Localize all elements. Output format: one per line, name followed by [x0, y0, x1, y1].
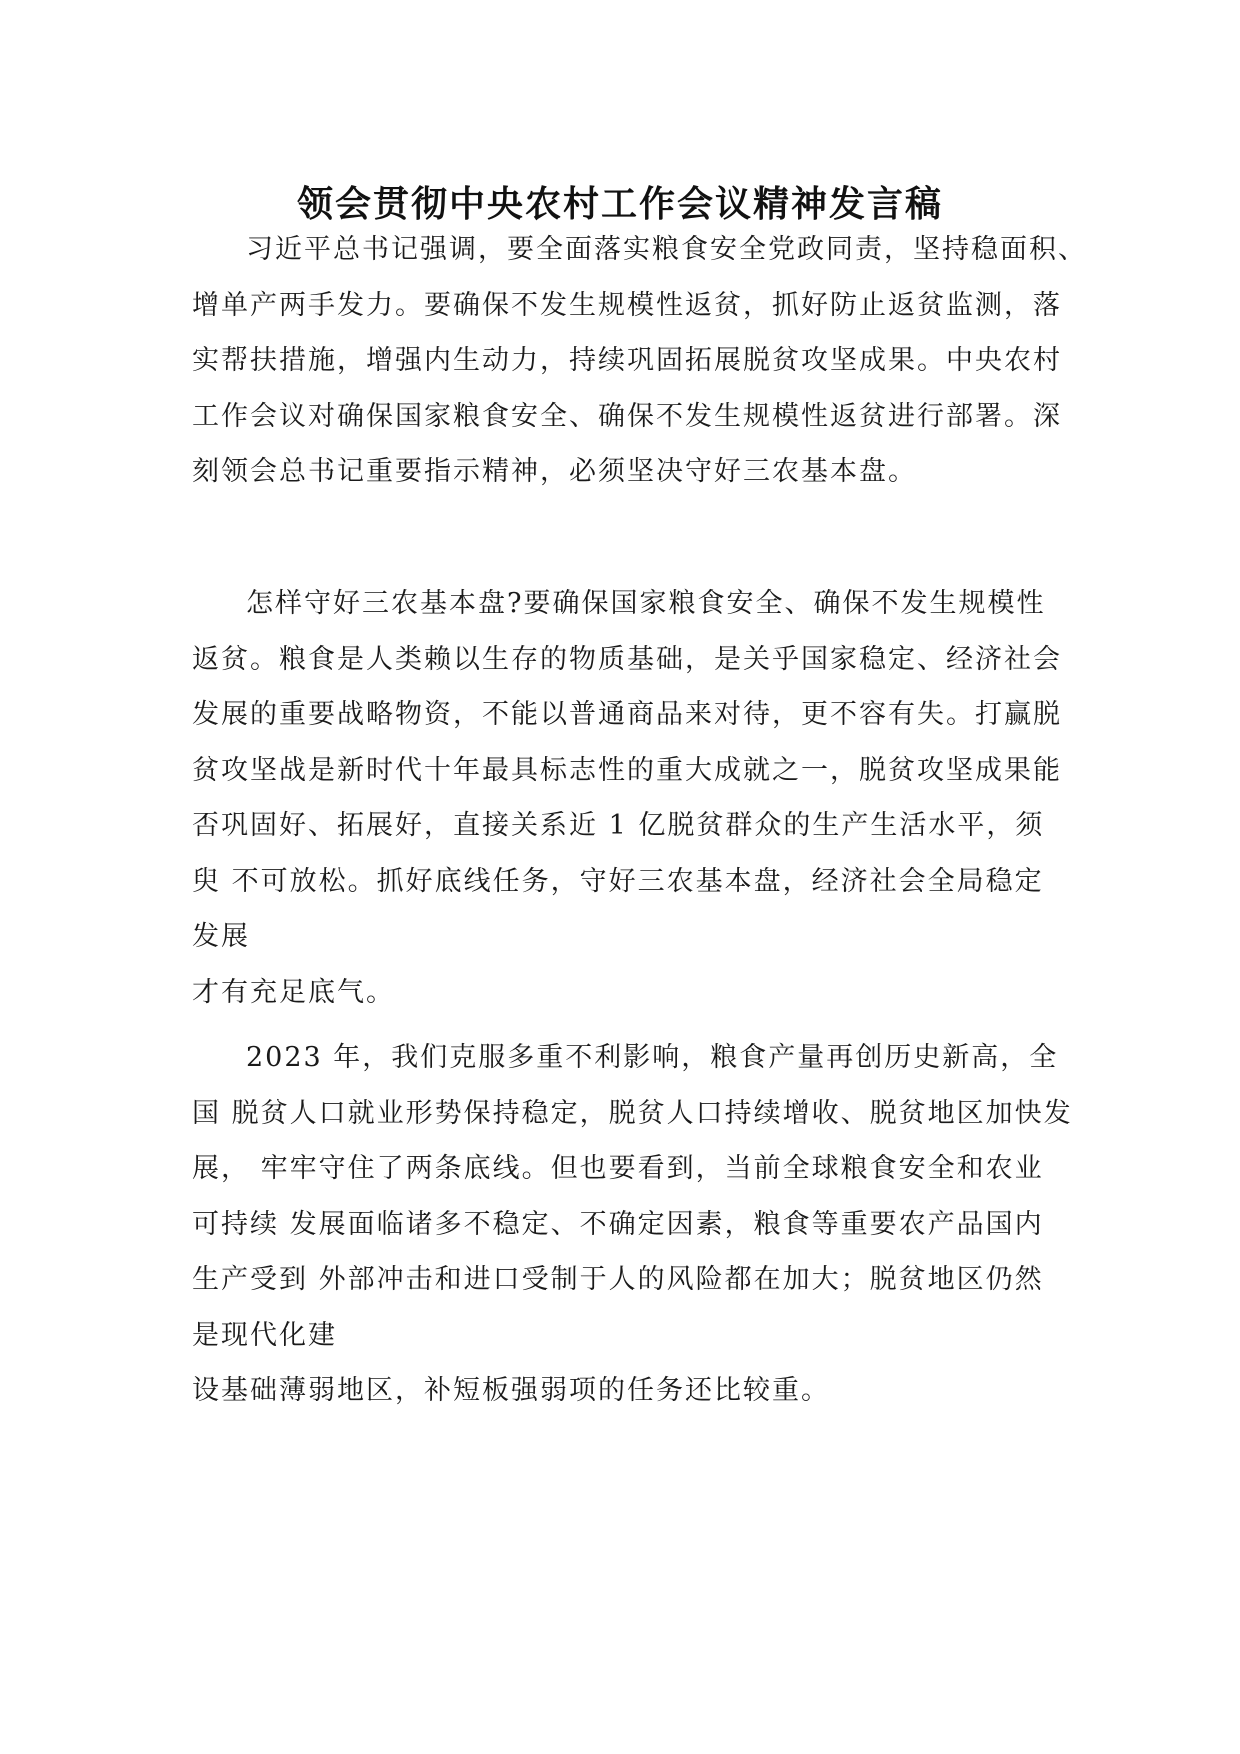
- paragraph-line: 增单产两手发力。要确保不发生规模性返贫，抓好防止返贫监测，落: [192, 289, 1062, 321]
- paragraph-line: 国 脱贫人口就业形势保持稳定，脱贫人口持续增收、脱贫地区加快发: [192, 1097, 1073, 1129]
- paragraph-3: [192, 1030, 1073, 1419]
- document-title: 领会贯彻中央农村工作会议精神发言稿: [296, 183, 943, 225]
- paragraph-line: 实帮扶措施，增强内生动力，持续巩固拓展脱贫攻坚成果。中央农村: [192, 345, 1062, 376]
- paragraph-line: 才有充足底气。: [192, 976, 395, 1008]
- paragraph-line: 否巩固好、拓展好，直接关系近 1 亿脱贫群众的生产生活水平，须: [192, 810, 1045, 841]
- paragraph-line: 臾 不可放松。抓好底线任务，守好三农基本盘，经济社会全局稳定: [192, 865, 1044, 897]
- paragraph-line: 生产受到 外部冲击和进口受制于人的风险都在加大；脱贫地区仍然: [192, 1264, 1044, 1295]
- paragraph-line: 可持续 发展面临诸多不稳定、不确定因素，粮食等重要农产品国内: [192, 1208, 1044, 1240]
- paragraph-line: 展， 牢牢守住了两条底线。但也要看到，当前全球粮食安全和农业: [192, 1153, 1044, 1184]
- paragraph-line: 刻领会总书记重要指示精神，必须坚决守好三农基本盘。: [192, 456, 917, 487]
- paragraph-line: 2023 年，我们克服多重不利影响，粮食产量再创历史新高，全: [246, 1042, 1059, 1073]
- paragraph-line: 发展: [192, 921, 250, 952]
- paragraph-line: 发展的重要战略物资，不能以普通商品来对待，更不容有失。打赢脱: [192, 699, 1062, 730]
- paragraph-line: 怎样守好三农基本盘?要确保国家粮食安全、确保不发生规模性: [246, 588, 1046, 619]
- paragraph-line: 贫攻坚战是新时代十年最具标志性的重大成就之一，脱贫攻坚成果能: [192, 754, 1062, 786]
- paragraph-2: [192, 576, 1062, 1020]
- paragraph-line: 是现代化建: [192, 1319, 337, 1351]
- paragraph-line: 设基础薄弱地区，补短板强弱项的任务还比较重。: [192, 1375, 830, 1406]
- paragraph-line: 返贫。粮食是人类赖以生存的物质基础，是关乎国家稳定、经济社会: [192, 643, 1062, 675]
- paragraph-1: [192, 222, 1087, 500]
- paragraph-line: 工作会议对确保国家粮食安全、确保不发生规模性返贫进行部署。深: [192, 400, 1062, 432]
- paragraph-line: 习近平总书记强调，要全面落实粮食安全党政同责，坚持稳面积、: [246, 234, 1087, 265]
